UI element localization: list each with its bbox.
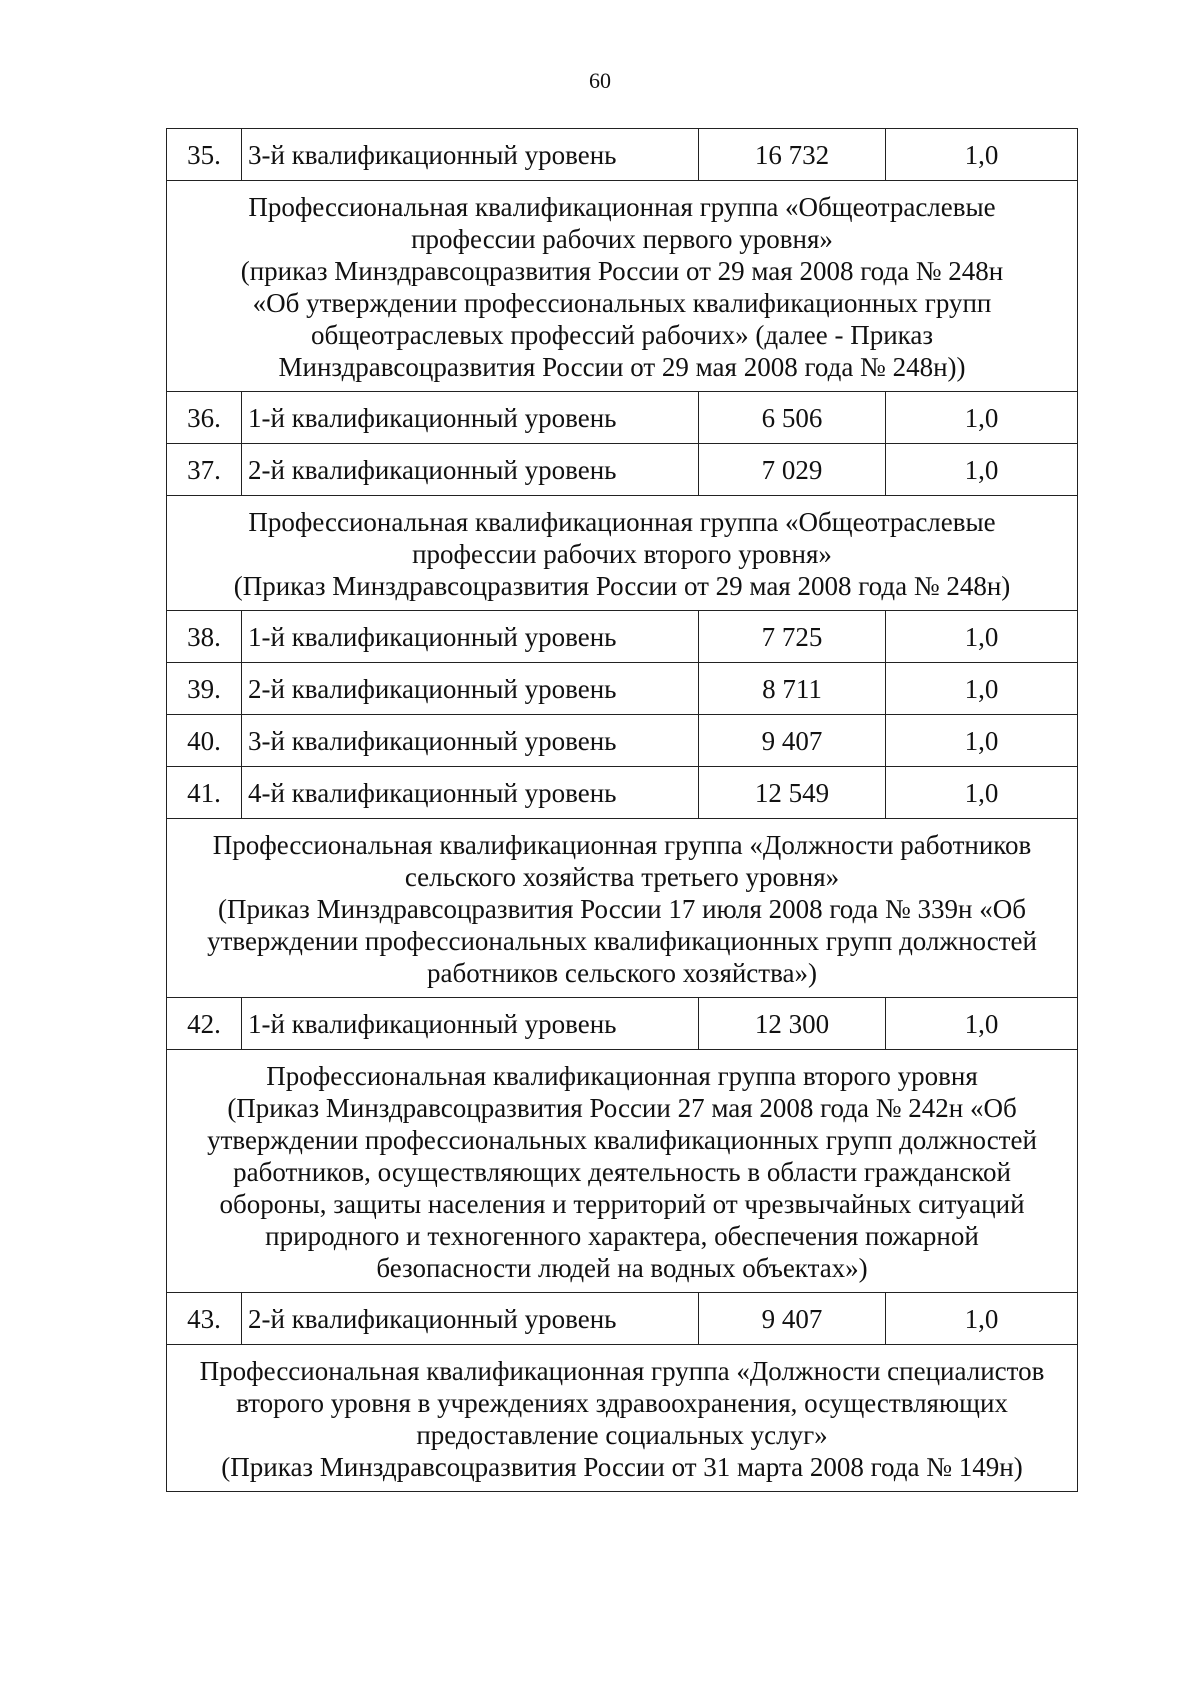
group-header xyxy=(167,819,1078,998)
group-header xyxy=(167,1345,1078,1492)
page-number: 60 xyxy=(589,68,611,93)
group-header-line: обороны, защиты населения и территорий от чрезвычайных ситуаций xyxy=(219,1189,1025,1219)
coefficient-value: 1,0 xyxy=(886,715,1078,767)
table-row xyxy=(167,611,1078,663)
qualification-level: 3-й квалификационный уровень xyxy=(242,129,699,181)
group-header xyxy=(167,181,1078,392)
table-row xyxy=(167,715,1078,767)
group-header-line: Минздравсоцразвития России от 29 мая 2008 года № 248н)) xyxy=(278,352,966,382)
salary-value: 12 549 xyxy=(699,767,886,819)
qualification-level: 1-й квалификационный уровень xyxy=(242,392,699,444)
row-number: 43. xyxy=(167,1293,242,1345)
qualification-level: 2-й квалификационный уровень xyxy=(242,663,699,715)
group-header-line: (Приказ Минздравсоцразвития России 17 июля 2008 года № 339н «Об xyxy=(218,894,1026,924)
group-header-line: Профессиональная квалификационная группа «Должности специалистов xyxy=(199,1356,1045,1386)
group-header-row xyxy=(167,181,1078,392)
group-header-row xyxy=(167,1050,1078,1293)
group-header xyxy=(167,496,1078,611)
group-header-line: сельского хозяйства третьего уровня» xyxy=(404,862,840,892)
group-header-line: природного и техногенного характера, обеспечения пожарной xyxy=(265,1221,979,1251)
qualification-level: 4-й квалификационный уровень xyxy=(242,767,699,819)
group-header-line: работников сельского хозяйства») xyxy=(427,958,817,988)
qualification-level: 2-й квалификационный уровень xyxy=(242,444,699,496)
qualification-level: 1-й квалификационный уровень xyxy=(242,998,699,1050)
group-header-row xyxy=(167,496,1078,611)
row-number: 37. xyxy=(167,444,242,496)
salary-value: 8 711 xyxy=(699,663,886,715)
coefficient-value: 1,0 xyxy=(886,663,1078,715)
group-header-line: профессии рабочих первого уровня» xyxy=(411,224,833,254)
group-header-line: второго уровня в учреждениях здравоохранения, осуществляющих xyxy=(236,1388,1008,1418)
group-header-line: Профессиональная квалификационная группа второго уровня xyxy=(266,1061,978,1091)
group-header-line: «Об утверждении профессиональных квалификационных групп xyxy=(252,288,992,318)
row-number: 39. xyxy=(167,663,242,715)
table-row xyxy=(167,767,1078,819)
qualification-level: 2-й квалификационный уровень xyxy=(242,1293,699,1345)
group-header-line: общеотраслевых профессий рабочих» (далее - Приказ xyxy=(310,320,934,350)
table-row xyxy=(167,129,1078,181)
coefficient-value: 1,0 xyxy=(886,767,1078,819)
row-number: 42. xyxy=(167,998,242,1050)
qualification-level: 1-й квалификационный уровень xyxy=(242,611,699,663)
group-header-line: (Приказ Минздравсоцразвития России от 29 мая 2008 года № 248н) xyxy=(233,571,1011,601)
table-body xyxy=(167,129,1078,1492)
group-header-line: предоставление социальных услуг» xyxy=(416,1420,828,1450)
coefficient-value: 1,0 xyxy=(886,611,1078,663)
group-header-line: (Приказ Минздравсоцразвития России от 31 марта 2008 года № 149н) xyxy=(221,1452,1023,1482)
salary-value: 16 732 xyxy=(699,129,886,181)
group-header xyxy=(167,1050,1078,1293)
coefficient-value: 1,0 xyxy=(886,129,1078,181)
coefficient-value: 1,0 xyxy=(886,1293,1078,1345)
row-number: 40. xyxy=(167,715,242,767)
salary-value: 9 407 xyxy=(699,1293,886,1345)
group-header-line: утверждении профессиональных квалификационных групп должностей xyxy=(207,926,1037,956)
salary-value: 7 725 xyxy=(699,611,886,663)
row-number: 36. xyxy=(167,392,242,444)
coefficient-value: 1,0 xyxy=(886,444,1078,496)
group-header-line: (Приказ Минздравсоцразвития России 27 мая 2008 года № 242н «Об xyxy=(227,1093,1017,1123)
group-header-line: утверждении профессиональных квалификационных групп должностей xyxy=(207,1125,1037,1155)
group-header-row xyxy=(167,1345,1078,1492)
table-row xyxy=(167,663,1078,715)
row-number: 38. xyxy=(167,611,242,663)
salary-value: 6 506 xyxy=(699,392,886,444)
group-header-line: Профессиональная квалификационная группа «Должности работников xyxy=(212,830,1032,860)
qualification-level: 3-й квалификационный уровень xyxy=(242,715,699,767)
table-row xyxy=(167,392,1078,444)
group-header-line: Профессиональная квалификационная группа «Общеотраслевые xyxy=(248,192,996,222)
coefficient-value: 1,0 xyxy=(886,998,1078,1050)
row-number: 41. xyxy=(167,767,242,819)
salary-value: 7 029 xyxy=(699,444,886,496)
group-header-line: работников, осуществляющих деятельность в области гражданской xyxy=(233,1157,1011,1187)
table-row xyxy=(167,998,1078,1050)
group-header-line: безопасности людей на водных объектах») xyxy=(376,1253,868,1283)
group-header-line: профессии рабочих второго уровня» xyxy=(412,539,832,569)
row-number: 35. xyxy=(167,129,242,181)
salary-value: 12 300 xyxy=(699,998,886,1050)
coefficient-value: 1,0 xyxy=(886,392,1078,444)
qualification-table xyxy=(166,128,1078,1492)
group-header-line: Профессиональная квалификационная группа «Общеотраслевые xyxy=(248,507,996,537)
group-header-row xyxy=(167,819,1078,998)
table-row xyxy=(167,1293,1078,1345)
table-row xyxy=(167,444,1078,496)
salary-value: 9 407 xyxy=(699,715,886,767)
group-header-line: (приказ Минздравсоцразвития России от 29 мая 2008 года № 248н xyxy=(240,256,1004,286)
